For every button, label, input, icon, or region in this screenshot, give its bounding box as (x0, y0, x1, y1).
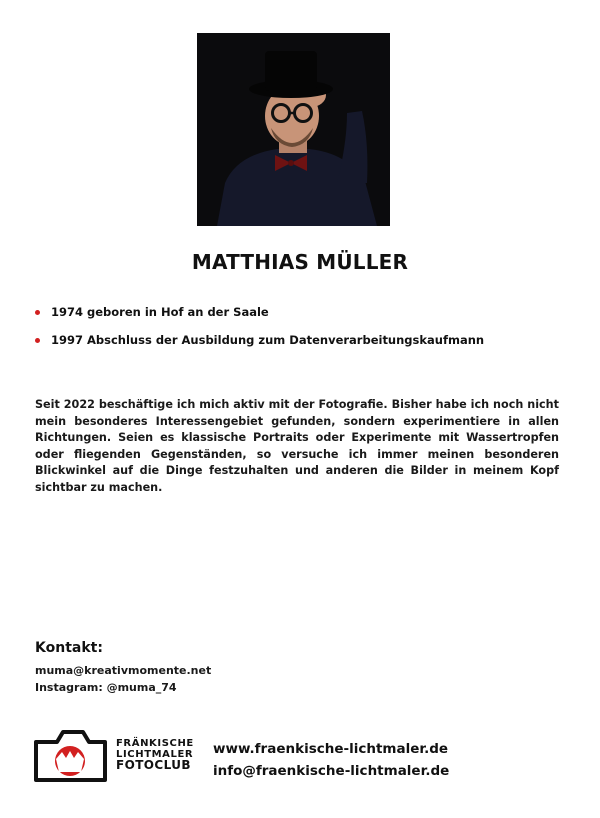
fact-list (35, 305, 484, 361)
contact-heading: Kontakt: (35, 640, 103, 656)
club-name (116, 738, 194, 771)
club-website-link[interactable]: www.fraenkische-lichtmaler.de (213, 741, 449, 757)
fact-item (35, 305, 484, 319)
bullet-dot-icon (35, 338, 40, 343)
portrait-illustration (197, 33, 390, 226)
camera-logo-icon (33, 728, 113, 784)
portrait-photo (197, 33, 390, 226)
club-email-link[interactable]: info@fraenkische-lichtmaler.de (213, 763, 450, 779)
club-name-line: FOTOCLUB (116, 758, 191, 772)
person-name: MATTHIAS MÜLLER (191, 250, 409, 274)
bullet-dot-icon (35, 310, 40, 315)
club-name-line: LICHTMALER (116, 749, 194, 760)
club-logo (33, 728, 113, 784)
fact-item (35, 333, 484, 347)
fact-text: 1974 geboren in Hof an der Saale (51, 305, 269, 319)
contact-email-link[interactable]: muma@kreativmomente.net (35, 664, 212, 677)
club-name-line: FRÄNKISCHE (116, 738, 194, 749)
biography-text: Seit 2022 beschäftige ich mich aktiv mit der Fotografie. Bisher habe ich noch nicht mein besonderes Interessengebiet gefunden, sondern experimentiere in allen Richtungen. Seien es klassische Portraits oder Experimente mit Wassertropfen oder fliegenden Gegenständen, so versuche ich immer meinen besonderen Blickwinkel auf die Dinge festzuhalten und anderen die Bilder in meinem Kopf sichtbar zu machen. (35, 398, 559, 494)
contact-instagram[interactable]: Instagram: @muma_74 (35, 681, 177, 694)
fact-text: 1997 Abschluss der Ausbildung zum Datenverarbeitungskaufmann (51, 333, 485, 347)
